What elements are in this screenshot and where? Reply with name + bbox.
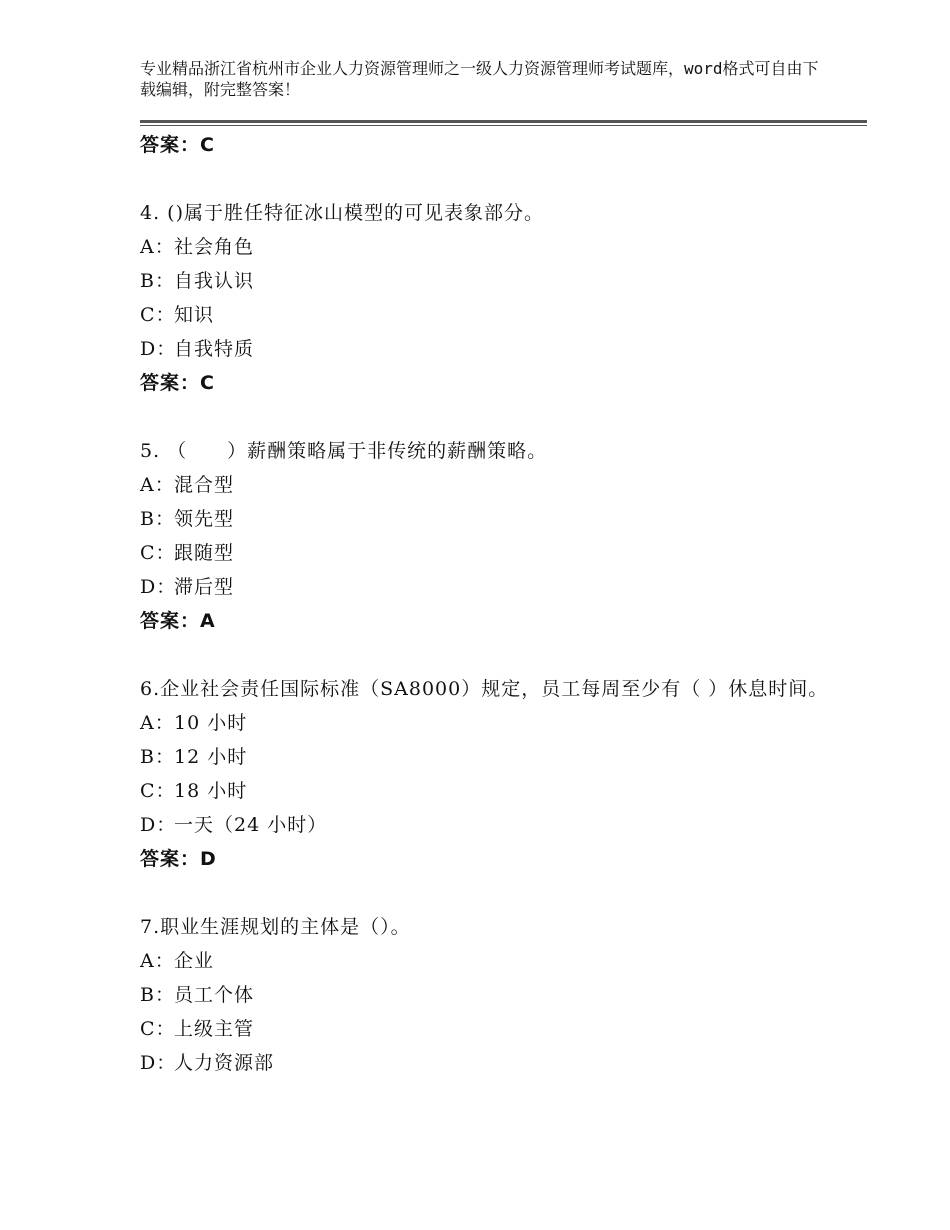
option-key: B： bbox=[140, 746, 175, 768]
option-key: C： bbox=[140, 780, 176, 802]
option-a bbox=[140, 706, 840, 740]
option-key: C： bbox=[140, 542, 176, 564]
option-text: 人力资源部 bbox=[174, 1052, 275, 1074]
option-key: B： bbox=[140, 508, 175, 530]
option-text: 一天（24 小时） bbox=[174, 814, 328, 836]
option-c bbox=[140, 536, 840, 570]
answer-label: 答案：D bbox=[140, 848, 217, 870]
option-text: 12 小时 bbox=[174, 746, 248, 768]
answer-label: 答案：C bbox=[140, 372, 215, 394]
option-d bbox=[140, 570, 840, 604]
option-text: 自我特质 bbox=[174, 338, 255, 360]
option-key: B： bbox=[140, 270, 175, 292]
option-key: A： bbox=[140, 712, 175, 734]
option-text: 混合型 bbox=[174, 474, 235, 496]
option-a bbox=[140, 230, 840, 264]
option-d bbox=[140, 808, 840, 842]
option-a bbox=[140, 944, 840, 978]
question-list bbox=[140, 128, 840, 1080]
header-divider-thin bbox=[140, 125, 867, 126]
header-divider-thick bbox=[140, 120, 867, 123]
document-header: 专业精品浙江省杭州市企业人力资源管理师之一级人力资源管理师考试题库，word格式可自由下载编辑，附完整答案！ bbox=[140, 59, 819, 99]
option-key: C： bbox=[140, 1018, 176, 1040]
question-stem: 6.企业社会责任国际标准（SA8000）规定，员工每周至少有（ ）休息时间。 bbox=[140, 678, 829, 700]
option-b bbox=[140, 740, 840, 774]
option-c bbox=[140, 774, 840, 808]
question-item bbox=[140, 672, 840, 876]
option-key: A： bbox=[140, 474, 175, 496]
option-key: A： bbox=[140, 950, 175, 972]
option-key: D： bbox=[140, 1052, 177, 1074]
answer-label: 答案：C bbox=[140, 134, 215, 156]
question-item bbox=[140, 196, 840, 400]
option-text: 自我认识 bbox=[174, 270, 255, 292]
option-text: 滞后型 bbox=[174, 576, 235, 598]
option-key: B： bbox=[140, 984, 175, 1006]
option-text: 领先型 bbox=[174, 508, 235, 530]
option-text: 跟随型 bbox=[174, 542, 235, 564]
option-text: 知识 bbox=[174, 304, 215, 326]
option-text: 员工个体 bbox=[174, 984, 255, 1006]
question-stem: 5. （ ）薪酬策略属于非传统的薪酬策略。 bbox=[140, 440, 548, 462]
option-b bbox=[140, 264, 840, 298]
option-a bbox=[140, 468, 840, 502]
question-stem: 7.职业生涯规划的主体是（）。 bbox=[140, 916, 411, 938]
option-d bbox=[140, 332, 840, 366]
question-item bbox=[140, 910, 840, 1080]
question-stem: 4. ()属于胜任特征冰山模型的可见表象部分。 bbox=[140, 202, 544, 224]
option-c bbox=[140, 298, 840, 332]
option-text: 上级主管 bbox=[174, 1018, 255, 1040]
option-key: D： bbox=[140, 338, 177, 360]
option-text: 18 小时 bbox=[174, 780, 248, 802]
answer-label: 答案：A bbox=[140, 610, 216, 632]
option-c bbox=[140, 1012, 840, 1046]
option-key: A： bbox=[140, 236, 175, 258]
option-b bbox=[140, 978, 840, 1012]
option-text: 社会角色 bbox=[174, 236, 255, 258]
option-d bbox=[140, 1046, 840, 1080]
option-b bbox=[140, 502, 840, 536]
option-key: C： bbox=[140, 304, 176, 326]
option-key: D： bbox=[140, 814, 177, 836]
option-text: 10 小时 bbox=[174, 712, 248, 734]
option-key: D： bbox=[140, 576, 177, 598]
question-item bbox=[140, 434, 840, 638]
option-text: 企业 bbox=[174, 950, 215, 972]
